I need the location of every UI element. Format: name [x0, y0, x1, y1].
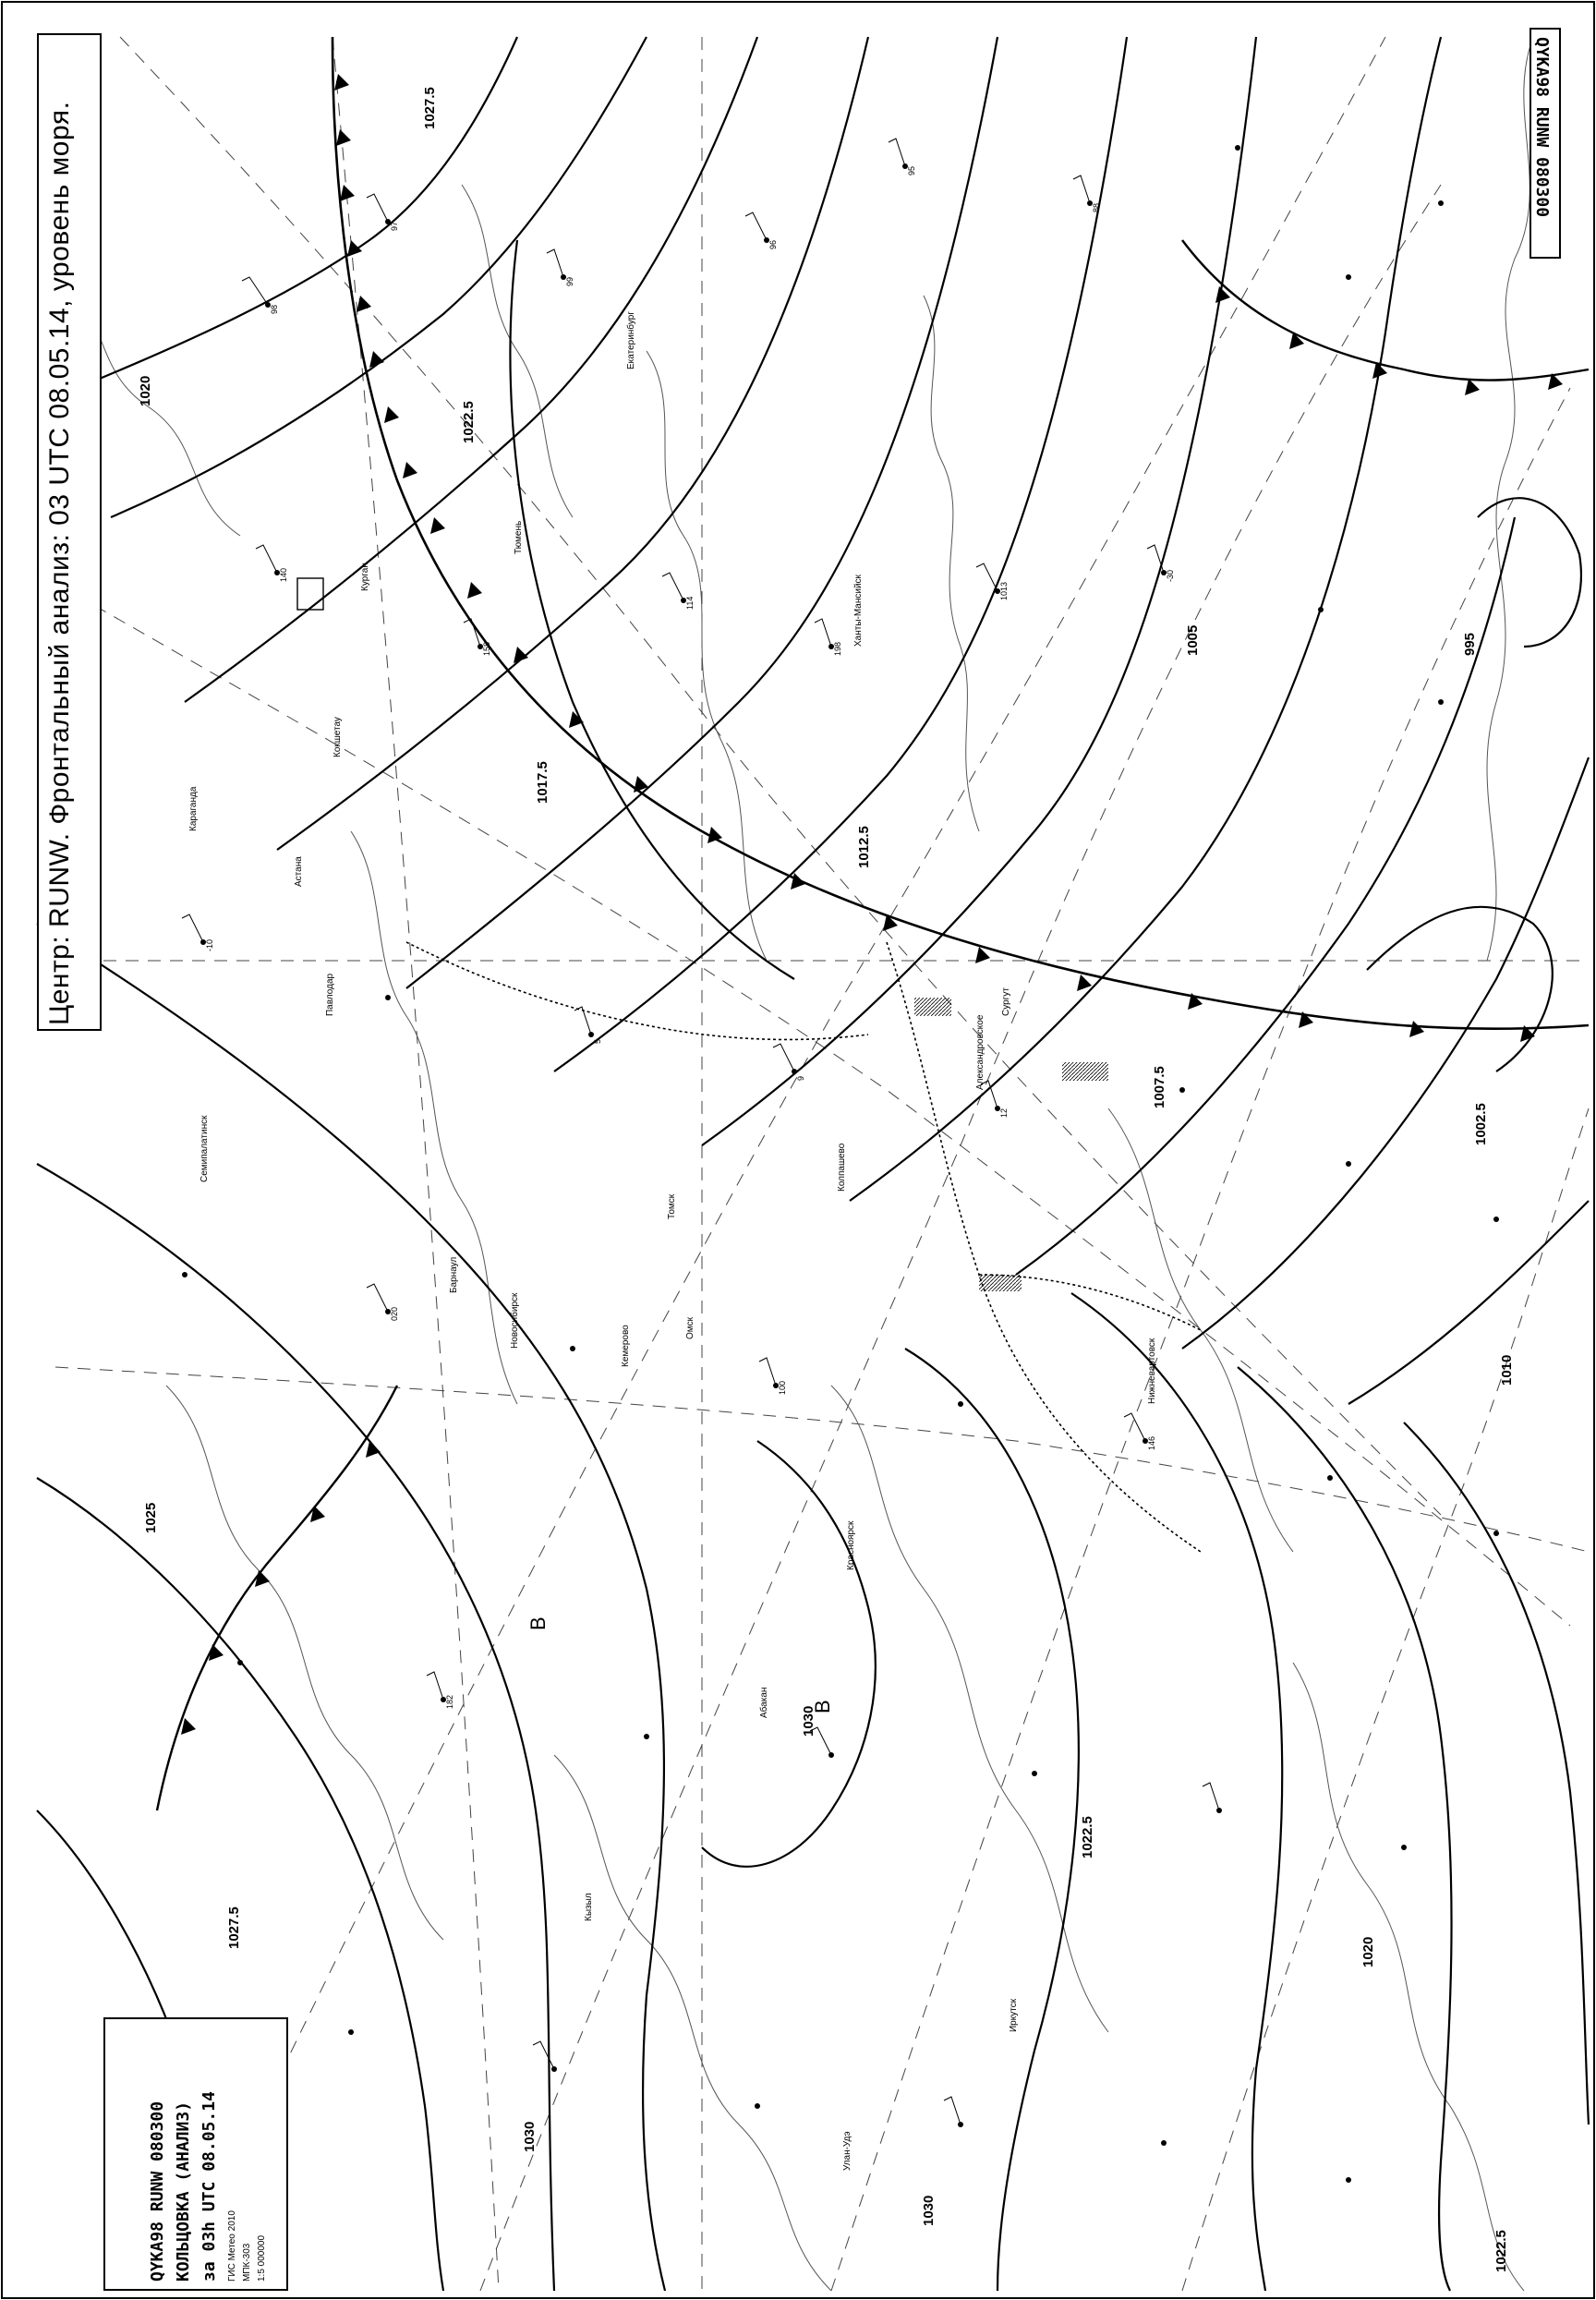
isobar-label: 1030: [921, 2195, 937, 2226]
isobar-label: 995: [1462, 632, 1478, 656]
station-values: [205, 166, 1175, 1709]
city-label: Омск: [685, 1316, 695, 1339]
station-value: 9: [796, 1075, 805, 1081]
info-product: МПК-303: [242, 2243, 252, 2282]
city-label: Иркутск: [1009, 1998, 1019, 2032]
coordinate-grid: [37, 37, 1589, 2291]
info-time: за 03h UTC 08.05.14: [200, 2091, 219, 2282]
city-label: Кызыл: [584, 1893, 594, 1921]
info-software: ГИС Метео 2010: [227, 2210, 237, 2282]
city-label: Семипалатинск: [200, 1115, 210, 1182]
city-label: Караганда: [188, 786, 199, 831]
info-scale: 1:5 000000: [257, 2234, 267, 2282]
city-label: Павлодар: [325, 973, 335, 1016]
geographic-features: [55, 37, 1533, 2291]
station-value: 100: [778, 1380, 787, 1395]
station-value: 97: [390, 221, 399, 231]
isobar-label: 1005: [1185, 624, 1201, 656]
city-label: Кокшетау: [332, 717, 343, 757]
station-value: 5: [593, 1038, 602, 1044]
station-value: -10: [205, 938, 214, 951]
city-label: Ханты-Мансийск: [853, 575, 864, 647]
station-value: 158: [482, 641, 491, 656]
station-value: 95: [907, 165, 916, 176]
isobar-label: 1020: [1360, 1936, 1376, 1967]
isobar-label: 1012.5: [856, 826, 872, 868]
info-code: QYKA98 RUNW 080300: [148, 2100, 167, 2282]
station-value: 146: [1147, 1435, 1156, 1450]
isobar-label: 1020: [138, 375, 153, 406]
station-value: 99: [565, 276, 574, 286]
isobar-label: 1027.5: [422, 87, 438, 129]
isobar-labels: [138, 87, 1515, 2272]
station-value: -30: [1166, 569, 1175, 582]
pressure-centers: [526, 1616, 834, 1713]
isobar-label: 1030: [522, 2121, 538, 2152]
isobar-label: 1022.5: [1080, 1816, 1095, 1858]
city-label: Красноярск: [846, 1520, 856, 1570]
isobar-label: 1027.5: [226, 1907, 242, 1949]
isobar-label: 1025: [143, 1502, 159, 1533]
station-value: 198: [833, 641, 842, 656]
corner-code: QYKA98 RUNW 080300: [1532, 37, 1552, 218]
isobar-label: 1010: [1499, 1354, 1515, 1386]
wind-barbs: [182, 139, 1219, 2124]
city-label: Екатеринбург: [626, 311, 636, 369]
isobar-label: 1007.5: [1152, 1066, 1167, 1108]
isobars: [37, 37, 1589, 2291]
city-label: Барнаул: [449, 1256, 459, 1293]
map-border: [2, 2, 1594, 2298]
city-label: Колпашево: [837, 1143, 847, 1192]
station-value: 140: [279, 567, 288, 582]
station-value: 96: [768, 239, 778, 249]
station-value: 182: [445, 1694, 454, 1709]
cold-front: [157, 37, 1589, 1810]
station-value: 020: [390, 1306, 399, 1321]
isobar-label: 1022.5: [1493, 2230, 1509, 2272]
isobar-label: 1017.5: [535, 761, 550, 804]
high-pressure-center: В: [811, 1700, 834, 1713]
city-label: Томск: [667, 1193, 677, 1219]
station-value: 114: [685, 596, 695, 610]
map-title: Центр: RUNW. Фронтальный анализ: 03 UTC 08.05.14, уровень моря.: [44, 101, 75, 1025]
station-value: 98: [270, 304, 279, 314]
city-label: Нижневартовск: [1147, 1338, 1157, 1404]
marker-square: [297, 578, 323, 610]
station-value: 88: [1092, 202, 1101, 212]
high-pressure-center: В: [526, 1616, 550, 1630]
city-label: Абакан: [759, 1687, 769, 1718]
city-label: Сургут: [1001, 987, 1011, 1016]
city-label: Астана: [294, 856, 304, 887]
city-label: Новосибирск: [510, 1292, 520, 1349]
city-label: Александровское: [975, 1014, 985, 1090]
city-label: Кемерово: [621, 1325, 631, 1367]
city-label: Тюмень: [514, 520, 524, 554]
isobar-label: 1022.5: [461, 401, 477, 443]
info-name: КОЛЬЦОВКА (АНАЛИЗ): [174, 2100, 193, 2282]
city-label: Улан-Удэ: [842, 2131, 852, 2171]
station-value: 12: [999, 1108, 1009, 1118]
station-value: 1013: [999, 581, 1009, 600]
city-label: Курган: [360, 563, 370, 591]
isobar-label: 1030: [801, 1705, 816, 1737]
isobar-label: 1002.5: [1473, 1103, 1489, 1145]
